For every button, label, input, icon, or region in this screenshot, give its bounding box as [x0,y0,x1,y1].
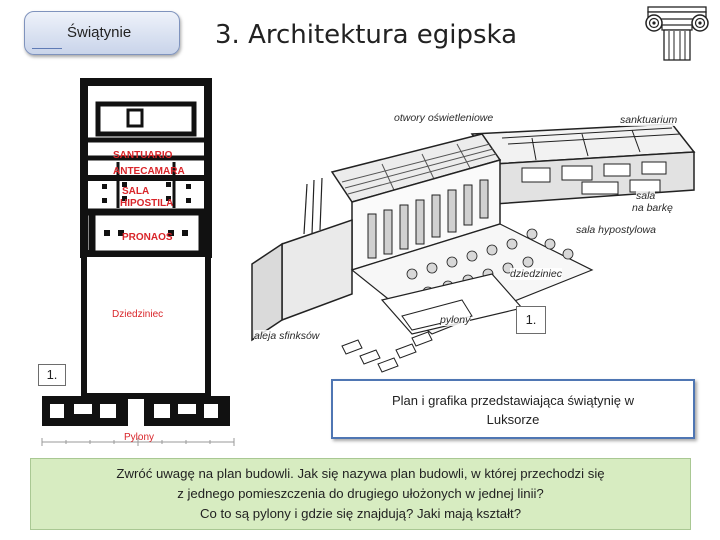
question-line-1: Zwróć uwagę na plan budowli. Jak się nazywa plan budowli, w której przechodzi się [116,466,605,481]
topic-button-swiatynie[interactable] [24,11,180,55]
label-sala-hypostylowa: sala hypostylowa [576,224,656,236]
plan-label-hipostila: HIPOSTILA [120,198,174,209]
label-sala-na-barke-line2: na barkę [632,202,673,214]
label-sanktuarium: sanktuarium [620,114,678,126]
label-sala-na-barke-line1: sala [636,190,656,202]
floor-plan-drawing [38,78,238,450]
plan-label-pronaos: PRONAOS [122,232,173,243]
temple-perspective-drawing [232,94,702,376]
topic-button-label: Świątynie [67,24,132,41]
question-box [30,458,691,530]
plan-number-label: 1. [38,364,66,386]
plan-label-dziedziniec: Dziedziniec [112,309,164,320]
label-aleja-sfinksow: aleja sfinksów [254,330,320,342]
perspective-number-label: 1. [516,306,546,334]
question-line-3: Co to są pylony i gdzie się znajdują? Jaki mają kształt? [199,506,522,521]
label-dziedziniec: dziedziniec [510,268,562,280]
caption-box [331,379,695,439]
caption-line-2: Luksorze [486,412,540,427]
ionic-column-capital-icon [642,3,712,63]
question-line-2: z jednego pomieszczenia do drugiego ułożonych w jednej linii? [177,486,544,501]
plan-label-pylony: Pylony [124,432,155,443]
plan-label-antecamara: ANTECAMARA [113,166,185,177]
plan-label-santuario: SANTUARIO [113,150,173,161]
temple-floor-plan [38,78,238,450]
caption-line-1: Plan i grafika przedstawiająca świątynię w [391,393,635,408]
plan-label-sala: SALA [122,186,150,197]
slide-title: 3. Architektura egipska [215,20,518,50]
label-otwory-oswietleniowe: otwory oświetleniowe [394,112,494,124]
label-pylony: pylony [440,314,471,326]
button-underline [32,48,62,49]
